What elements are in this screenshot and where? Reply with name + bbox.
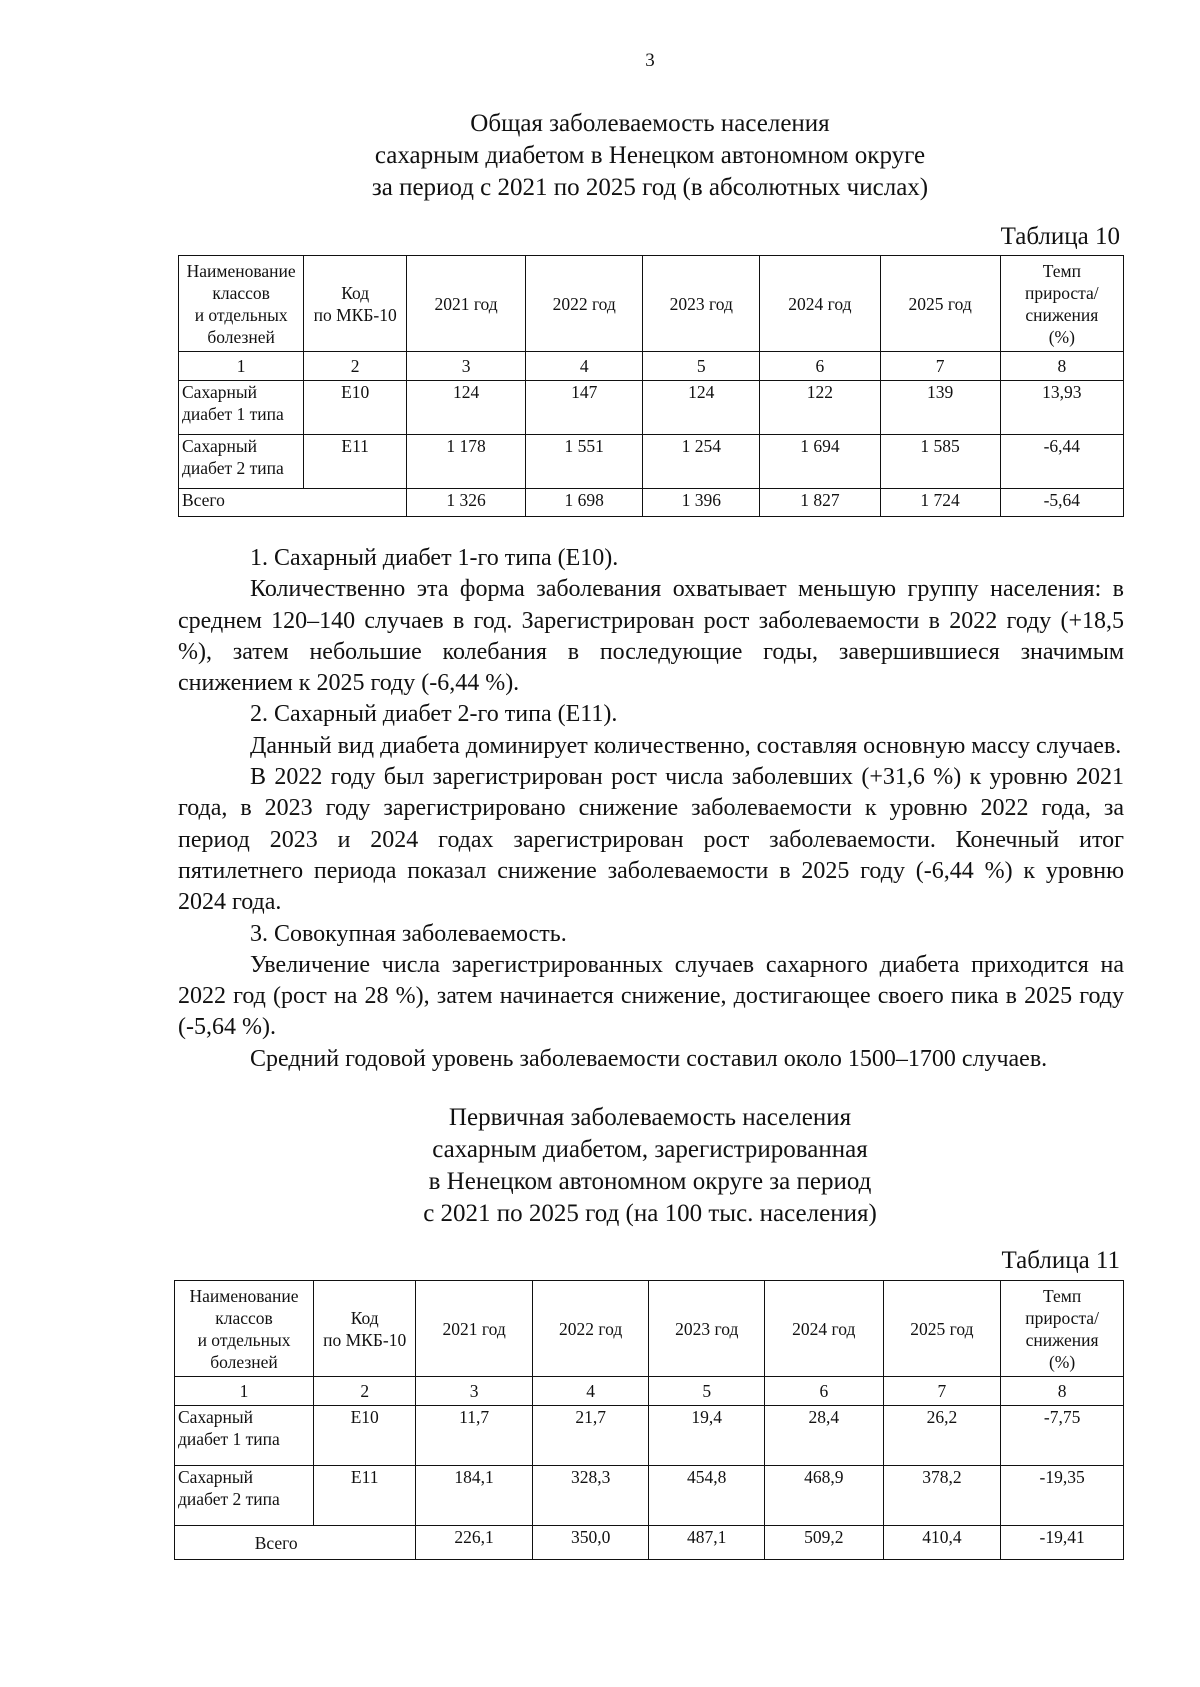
row-code: E10 [304,381,407,435]
header-name-col: Наименование классов и отдельных болезней [175,1281,314,1377]
table10-heading [0,108,1200,204]
col-number: 2 [304,352,407,381]
row-value: 468,9 [765,1466,884,1526]
row-code: E11 [314,1466,416,1526]
row-value: 21,7 [532,1406,649,1466]
total-label: Всего [175,1526,416,1560]
paragraph: Количественно эта форма заболевания охватывает меньшую группу населения: в среднем 120–140 случаев в год. Зарегистрирован рост заболеваемости в 2022 году (+18,5 %), затем небольшие колебания в последующие годы, завершившиеся значимым снижением к 2025 году (-6,44 %). [178,576,1124,697]
header-year: 2021 год [407,256,526,352]
section-heading: 1. Сахарный диабет 1-го типа (E10). [250,545,619,571]
header-year: 2025 год [883,1281,1001,1377]
col-number: 3 [407,352,526,381]
header-year: 2022 год [532,1281,649,1377]
col-number: 4 [532,1377,649,1406]
section-heading: 3. Совокупная заболеваемость. [250,920,567,947]
row-value: 28,4 [765,1406,884,1466]
page-number: 3 [645,50,655,71]
total-value: 1 724 [880,489,1000,517]
total-rate: -5,64 [1000,489,1123,517]
col-number: 5 [649,1377,765,1406]
header-rate-col: Темп прироста/ снижения (%) [1001,1281,1124,1377]
col-number: 3 [416,1377,533,1406]
row-value: 1 178 [407,435,526,489]
row-rate: -6,44 [1000,435,1123,489]
table11-heading-line: сахарным диабетом, зарегистрированная [432,1136,868,1163]
col-number: 7 [880,352,1000,381]
header-name-col: Наименование классов и отдельных болезней [179,256,304,352]
table10-heading-line: за период с 2021 по 2025 год (в абсолютных числах) [371,174,929,201]
header-year: 2025 год [880,256,1000,352]
table10 [178,255,1124,517]
row-value: 26,2 [883,1406,1001,1466]
row-value: 1 585 [880,435,1000,489]
col-number: 8 [1000,352,1123,381]
col-number: 4 [526,352,643,381]
row-value: 328,3 [532,1466,649,1526]
header-code-col: Код по МКБ-10 [304,256,407,352]
row-value: 147 [526,381,643,435]
total-value: 350,0 [532,1526,649,1560]
col-number: 8 [1001,1377,1124,1406]
row-value: 124 [643,381,760,435]
total-value: 410,4 [883,1526,1001,1560]
table11-label: Таблица 11 [1001,1247,1120,1274]
row-name: Сахарный диабет 2 типа [175,1466,314,1526]
row-rate: 13,93 [1000,381,1123,435]
col-number: 6 [765,1377,884,1406]
body-text [178,543,1124,1075]
header-year: 2024 год [765,1281,884,1377]
table10-heading-line: сахарным диабетом в Ненецком автономном округе [374,142,926,169]
total-value: 1 827 [760,489,880,517]
row-rate: -7,75 [1001,1406,1124,1466]
table-total-row [179,489,1124,517]
header-year: 2022 год [526,256,643,352]
row-code: E11 [304,435,407,489]
table10-heading-line: Общая заболеваемость населения [470,110,830,137]
total-value: 1 326 [407,489,526,517]
total-rate: -19,41 [1001,1526,1124,1560]
row-value: 139 [880,381,1000,435]
row-value: 1 551 [526,435,643,489]
total-value: 487,1 [649,1526,765,1560]
header-year: 2023 год [643,256,760,352]
table11-heading-line: Первичная заболеваемость населения [448,1104,852,1131]
paragraph: В 2022 году был зарегистрирован рост числа заболевших (+31,6 %) к уровню 2021 года, в 2023 году зарегистрировано снижение заболеваемости к уровню 2022 года, за период 2023 и 2024 годах зарегистрирован рост заболеваемости. Конечный итог пятилетнего периода показал снижение заболеваемости в 2025 году (-6,44 %) к уровню 2024 года. [178,764,1124,916]
row-code: E10 [314,1406,416,1466]
column-number-row [179,352,1124,381]
header-year: 2023 год [649,1281,765,1377]
header-rate-col: Темп прироста/ снижения (%) [1000,256,1123,352]
row-rate: -19,35 [1001,1466,1124,1526]
col-number: 7 [883,1377,1001,1406]
row-value: 378,2 [883,1466,1001,1526]
row-value: 454,8 [649,1466,765,1526]
row-name: Сахарный диабет 2 типа [179,435,304,489]
table-row [175,1466,1124,1526]
total-value: 1 396 [643,489,760,517]
col-number: 1 [175,1377,314,1406]
col-number: 2 [314,1377,416,1406]
table11-heading [0,1102,1200,1230]
row-value: 184,1 [416,1466,533,1526]
col-number: 6 [760,352,880,381]
table-total-row [175,1526,1124,1560]
table-header-row [179,256,1124,352]
col-number: 1 [179,352,304,381]
row-value: 11,7 [416,1406,533,1466]
row-value: 1 694 [760,435,880,489]
table11-heading-line: в Ненецком автономном округе за период [428,1168,872,1195]
header-year: 2021 год [416,1281,533,1377]
total-label: Всего [179,489,407,517]
row-value: 1 254 [643,435,760,489]
table-row [179,381,1124,435]
paragraph: Увеличение числа зарегистрированных случаев сахарного диабета приходится на 2022 год (рост на 28 %), затем начинается снижение, достигающее своего пика в 2025 году (-5,64 %). [178,951,1124,1041]
row-name: Сахарный диабет 1 типа [175,1406,314,1466]
column-number-row [175,1377,1124,1406]
total-value: 226,1 [416,1526,533,1560]
table11 [174,1280,1124,1560]
row-value: 19,4 [649,1406,765,1466]
total-value: 1 698 [526,489,643,517]
header-year: 2024 год [760,256,880,352]
table-header-row [175,1281,1124,1377]
row-value: 124 [407,381,526,435]
paragraph: Средний годовой уровень заболеваемости составил около 1500–1700 случаев. [250,1045,1048,1072]
table-row [179,435,1124,489]
col-number: 5 [643,352,760,381]
paragraph: Данный вид диабета доминирует количественно, составляя основную массу случаев. [250,732,1122,759]
table-row [175,1406,1124,1466]
section-heading: 2. Сахарный диабет 2-го типа (E11). [250,701,618,728]
table11-heading-line: с 2021 по 2025 год (на 100 тыс. населения) [423,1200,877,1227]
table10-label: Таблица 10 [1000,223,1120,250]
row-value: 122 [760,381,880,435]
total-value: 509,2 [765,1526,884,1560]
row-name: Сахарный диабет 1 типа [179,381,304,435]
header-code-col: Код по МКБ-10 [314,1281,416,1377]
